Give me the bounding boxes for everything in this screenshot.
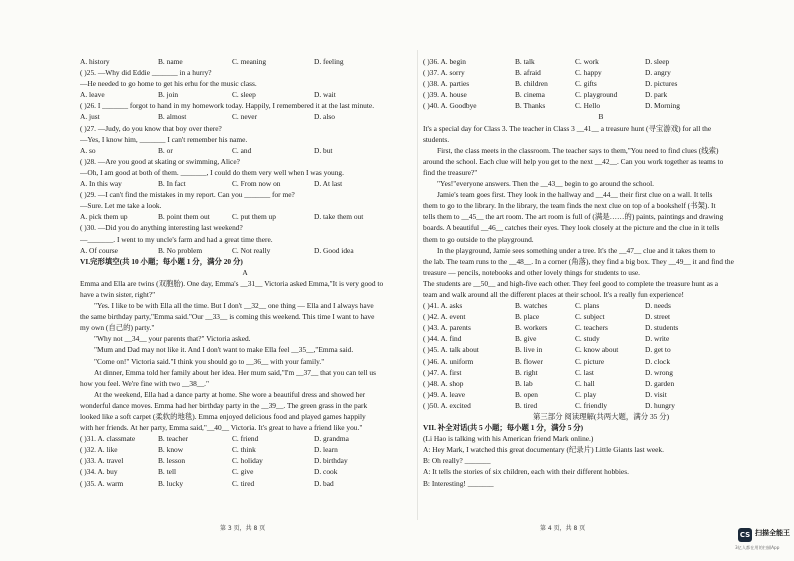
option-choice: B. teacher [158, 434, 188, 444]
option-row [80, 478, 410, 489]
option-row [423, 367, 779, 378]
option-choice: C. Not really [232, 245, 271, 255]
camscanner-logo-icon: CS [738, 528, 752, 542]
option-choice: D. clock [645, 356, 671, 366]
section-label: A [242, 267, 248, 277]
text-line: ( )27. —Judy, do you know that boy over there? [80, 123, 222, 133]
option-choice: C. put them up [232, 212, 276, 222]
option-row [80, 455, 410, 466]
text-line: In the playground, Jamie sees something under a tree. It's the __47__ clue and it takes them to [437, 245, 716, 255]
option-choice: A. In this way [80, 179, 122, 189]
text-line: B: Interesting! _______ [423, 478, 494, 488]
text-line: B: Oh really? _______ [423, 456, 491, 466]
option-choice: D. needs [645, 301, 671, 311]
option-row [423, 311, 779, 322]
option-choice: ( )38. A. parties [423, 79, 470, 89]
option-choice: C. friendly [575, 400, 608, 410]
text-line: wonderful dance moves. Emma had her birthday party in the __39__. The green grass in the park [80, 400, 368, 410]
section-heading: VI.完形填空(共 10 小题；每小题 1 分，满分 20 分) [80, 256, 243, 266]
option-choice: D. angry [645, 68, 671, 78]
option-choice: B. join [158, 90, 179, 100]
option-choice: B. open [515, 389, 538, 399]
right-column [423, 56, 779, 489]
option-row [423, 400, 779, 411]
option-choice: C. last [575, 367, 594, 377]
text-line: Jamie's team goes first. They look in the hallway and __44__ their first clue on a wall. It tells [437, 190, 713, 200]
option-choice: A. Of course [80, 245, 118, 255]
option-row [423, 356, 779, 367]
option-choice: C. meaning [232, 57, 267, 66]
option-choice: B. right [515, 367, 538, 377]
section-heading: VII. 补全对话(共 5 小题；每小题 1 分，满分 5 分) [423, 423, 584, 433]
option-row [80, 89, 410, 100]
option-choice: B. lesson [158, 456, 186, 466]
option-choice: B. tell [158, 467, 177, 477]
option-choice: B. Thanks [515, 101, 546, 111]
text-line: with her friends. At her party, Emma said,"__40__ Victoria. It's great to have a friend like you." [80, 423, 363, 433]
text-line: "Mum and Dad may not like it. And I don't want to make Ella feel __35__,"Emma said. [94, 345, 354, 355]
option-choice: C. know about [575, 345, 619, 355]
option-choice: ( )45. A. talk about [423, 345, 479, 355]
option-choice: ( )42. A. event [423, 312, 466, 322]
option-choice: D. cook [314, 467, 338, 477]
text-line: the lab. The team runs to the __48__. In a corner (角落), they find a big box. They __49__ it and find the [423, 256, 734, 266]
option-choice: C. holiday [232, 456, 263, 466]
text-line: A: It tells the stories of six children, each with their different hobbies. [423, 467, 629, 477]
option-choice: D. park [645, 90, 668, 100]
option-row [80, 145, 410, 156]
text-line: my own (自己的) party." [80, 323, 155, 333]
text-line: "Come on!" Victoria said."I think you should go to __36__ with your family." [94, 356, 325, 366]
option-choice: C. and [232, 145, 252, 155]
option-choice: B. flower [515, 356, 543, 366]
option-choice: D. grandma [314, 434, 349, 444]
camscanner-name: 扫描全能王 [755, 529, 790, 537]
text-line: ( )26. I _______ forgot to hand in my homework today. Happily, I remembered it at the last minute. [80, 101, 375, 111]
option-choice: ( )32. A. like [80, 445, 118, 455]
text-line: "Why not __34__ your parents that?" Victoria asked. [94, 334, 251, 344]
text-line: First, the class meets in the classroom. The teacher says to them,"You need to find clues (线索) [437, 145, 719, 155]
option-choice: D. Morning [645, 101, 680, 111]
option-choice: ( )31. A. classmate [80, 434, 136, 444]
text-line: —_______. I went to my uncle's farm and had a great time there. [80, 234, 273, 244]
option-choice: D. pictures [645, 79, 678, 89]
text-line: ( )29. —I can't find the mistakes in my report. Can you _______ for me? [80, 190, 295, 200]
option-choice: D. also [314, 112, 335, 122]
option-choice: D. wrong [645, 367, 673, 377]
option-choice: ( )46. A. uniform [423, 356, 474, 366]
option-choice: D. but [314, 145, 333, 155]
text-line: treasure — pencils, notebooks and other lovely things for students to use. [423, 267, 640, 277]
option-choice: B. give [515, 334, 537, 344]
option-row [423, 322, 779, 333]
option-choice: A. so [80, 145, 96, 155]
text-line: At the weekend, Ella had a dance party at home. She wore a beautiful dress and showed her [94, 389, 366, 399]
option-choice: ( )34. A. buy [80, 467, 118, 477]
option-choice: B. name [158, 57, 183, 66]
option-choice: D. feeling [314, 57, 344, 66]
option-row [423, 378, 779, 389]
section-label: B [598, 112, 604, 122]
option-row [423, 100, 779, 111]
option-choice: ( )41. A. asks [423, 301, 463, 311]
option-choice: C. hall [575, 378, 595, 388]
option-row [80, 178, 410, 189]
text-line: —Oh, I am good at both of them. _______, I could do them very well when I was young. [80, 167, 344, 177]
page-number-left: 第 3 页，共 8 页 [220, 525, 266, 532]
option-choice: B. watches [515, 301, 548, 311]
text-line: ( )25. —Why did Eddie _______ in a hurry? [80, 68, 212, 78]
option-choice: D. garden [645, 378, 675, 388]
text-line: (Li Hao is talking with his American friend Mark online.) [423, 434, 594, 444]
option-choice: ( )44. A. find [423, 334, 462, 344]
option-choice: B. workers [515, 323, 548, 333]
option-choice: C. work [575, 57, 599, 66]
option-choice: B. No problem [158, 245, 203, 255]
option-choice: D. At last [314, 179, 343, 189]
option-row [80, 211, 410, 222]
option-choice: A. pick them up [80, 212, 128, 222]
option-choice: C. picture [575, 356, 605, 366]
text-line: At dinner, Emma told her family about her idea. Her mum said,"I'm __37__ that you can tell us [94, 367, 376, 377]
option-choice: D. write [645, 334, 670, 344]
option-choice: B. lucky [158, 478, 184, 488]
option-choice: D. bad [314, 478, 334, 488]
option-choice: B. children [515, 79, 548, 89]
text-line: team and walk around all the different places at their school. It's a really fun experience! [423, 289, 684, 299]
option-choice: C. study [575, 334, 600, 344]
option-row [423, 389, 779, 400]
option-row [423, 333, 779, 344]
option-choice: ( )49. A. leave [423, 389, 466, 399]
text-line: "Yes!"everyone answers. Then the __43__ begin to go around the school. [437, 179, 654, 189]
option-choice: A. just [80, 112, 100, 122]
option-choice: D. visit [645, 389, 667, 399]
section-label: 第三部分 阅读理解(共两大题，满分 35 分) [532, 412, 670, 421]
option-choice: ( )43. A. parents [423, 323, 471, 333]
option-choice: B. talk [515, 57, 535, 66]
text-line: around the school. Each clue will help you get to the next __42__. Can you work together as teams to [423, 156, 724, 166]
column-divider [417, 50, 418, 520]
text-line: find the treasure?" [423, 167, 478, 177]
text-line: "Yes. I like to be with Ella all the time. But I don't __32__ one thing — Ella and I always have [94, 301, 374, 311]
option-choice: C. subject [575, 312, 605, 322]
text-line: them to go to the library. In the library, the team finds the next clue on top of a bookshelf (书架). It [423, 201, 716, 211]
option-choice: B. cinema [515, 90, 545, 100]
option-choice: ( )35. A. warm [80, 478, 124, 488]
option-choice: ( )33. A. travel [80, 456, 124, 466]
option-row [80, 433, 410, 444]
text-line: ( )30. —Did you do anything interesting last weekend? [80, 223, 243, 233]
option-choice: D. learn [314, 445, 338, 455]
option-choice: B. In fact [158, 179, 186, 189]
option-choice: D. birthday [314, 456, 348, 466]
option-choice: B. afraid [515, 68, 541, 78]
text-line: It's a special day for Class 3. The teacher in Class 3 __41__ a treasure hunt (寻宝游戏) for all the [423, 123, 712, 133]
option-choice: ( )36. A. begin [423, 57, 466, 66]
option-row [80, 444, 410, 455]
option-choice: ( )47. A. first [423, 367, 462, 377]
option-choice: B. lab [515, 378, 533, 388]
option-row [80, 111, 410, 122]
text-line: Emma and Ella are twins (双胞胎). One day, Emma's __31__ Victoria asked Emma,"It is very good to [80, 278, 384, 288]
option-choice: ( )40. A. Goodbye [423, 101, 477, 111]
option-choice: B. know [158, 445, 184, 455]
option-choice: C. give [232, 467, 254, 477]
option-row [423, 344, 779, 355]
option-choice: C. never [232, 112, 258, 122]
text-line: have a twin sister, right?" [80, 289, 156, 299]
option-row [423, 67, 779, 78]
option-choice: C. gifts [575, 79, 597, 89]
text-line: students. [423, 134, 450, 144]
text-line: A: Hey Mark, I watched this great documentary (纪录片) Little Giants last week. [423, 445, 664, 455]
option-row [423, 78, 779, 89]
option-choice: C. teachers [575, 323, 608, 333]
option-choice: D. street [645, 312, 671, 322]
text-line: —Yes, I know him, _______ I can't remember his name. [80, 134, 248, 144]
option-choice: B. place [515, 312, 540, 322]
option-choice: D. sleep [645, 57, 670, 66]
option-row [80, 245, 410, 256]
option-row [423, 89, 779, 100]
option-choice: C. plans [575, 301, 600, 311]
text-line: looked like a soft carpet (柔软的地毯). Emma enjoyed delicious food and played games happily [80, 412, 366, 421]
option-choice: D. hungry [645, 400, 675, 410]
option-choice: C. happy [575, 68, 602, 78]
option-choice: B. live in [515, 345, 543, 355]
option-row [423, 300, 779, 311]
option-choice: A. history [80, 57, 110, 66]
option-choice: ( )39. A. house [423, 90, 467, 100]
text-line: —He needed to go home to get his erhu for the music class. [80, 79, 257, 89]
text-line: —Sure. Let me take a look. [80, 201, 162, 211]
option-choice: ( )48. A. shop [423, 378, 464, 388]
option-choice: D. take them out [314, 212, 364, 222]
text-line: boards. A beautiful __46__ catches their eyes. They look closely at the picture and the clue in it tells [423, 223, 720, 233]
page-number-right: 第 4 页，共 8 页 [540, 525, 586, 532]
option-choice: C. playground [575, 90, 618, 100]
option-choice: D. get to [645, 345, 671, 355]
option-choice: ( )37. A. sorry [423, 68, 465, 78]
option-choice: C. friend [232, 434, 259, 444]
option-choice: B. almost [158, 112, 187, 122]
option-choice: A. leave [80, 90, 105, 100]
text-line: ( )28. —Are you good at skating or swimming, Alice? [80, 156, 240, 166]
option-row [423, 56, 779, 67]
option-choice: C. tired [232, 478, 255, 488]
option-choice: D. students [645, 323, 679, 333]
option-choice: B. point them out [158, 212, 210, 222]
option-choice: C. From now on [232, 179, 281, 189]
option-choice: C. sleep [232, 90, 256, 100]
option-row [80, 466, 410, 477]
option-choice: D. wait [314, 90, 336, 100]
text-line: The students are __50__ and high-five each other. They feel good to complete the treasure hunt as a [423, 278, 718, 288]
text-line: them to go outside to the playground. [423, 234, 534, 244]
option-choice: C. think [232, 445, 256, 455]
text-line: how you feel. We're fine with two __38__." [80, 378, 210, 388]
option-choice: ( )50. A. excited [423, 400, 471, 410]
option-choice: D. Good idea [314, 245, 354, 255]
left-column [80, 56, 410, 489]
option-choice: B. tired [515, 400, 538, 410]
camscanner-tagline: 3亿人都在用的扫描App [735, 545, 780, 550]
option-choice: C. Hello [575, 101, 601, 111]
text-line: tells them to __45__ the art room. The art room is full of (满是……的) paints, paintings and drawing [423, 212, 724, 222]
option-choice: C. play [575, 389, 597, 399]
option-row [80, 56, 410, 67]
text-line: the same birthday party,"Emma said."Our __33__ is coming this weekend. This time I want to have [80, 312, 375, 322]
option-choice: B. or [158, 145, 173, 155]
